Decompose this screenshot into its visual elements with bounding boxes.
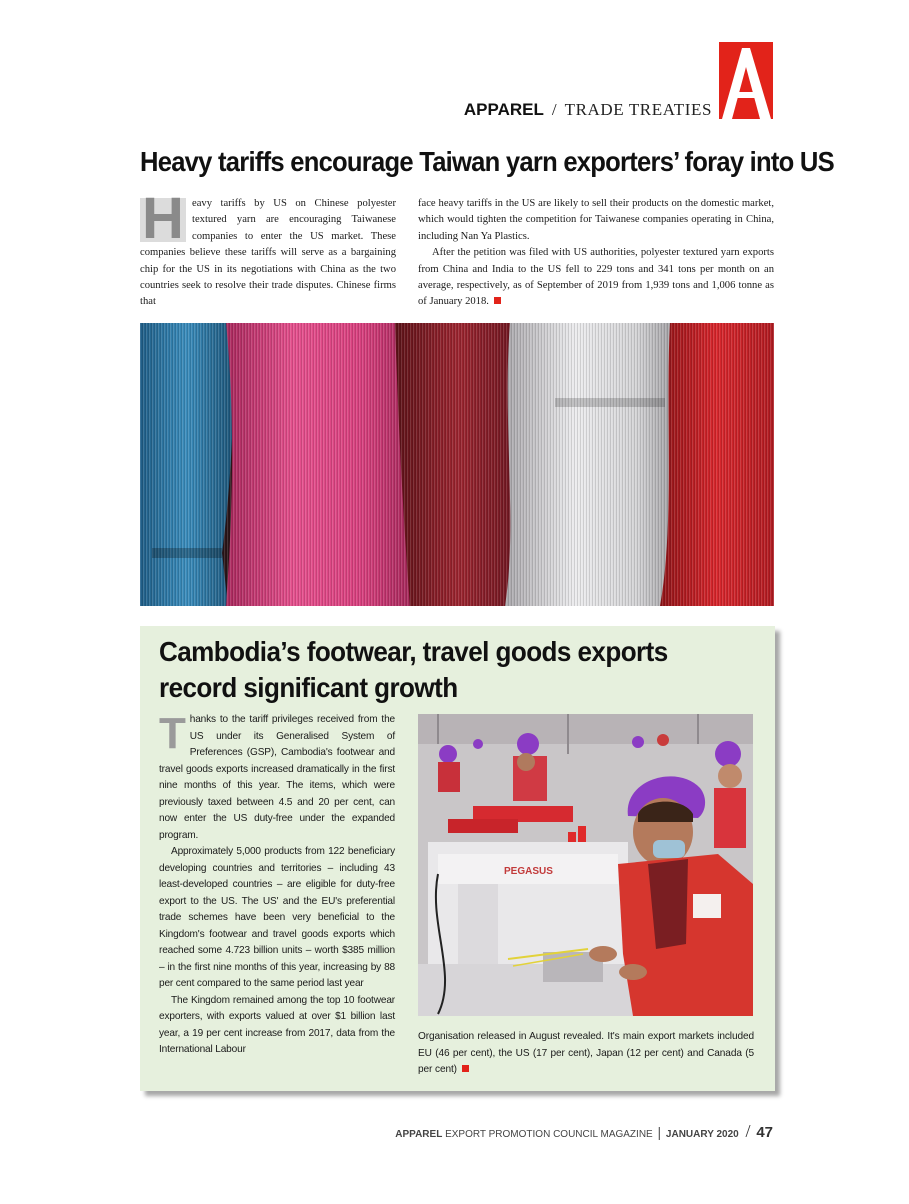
logo-letter-a-icon bbox=[719, 42, 773, 119]
page-footer bbox=[380, 1121, 773, 1142]
article1-col2-para1: face heavy tariffs in the US are likely to sell their products on the domestic market, which would tighten the competition for Taiwanese companies operating in China, including Nan Ya Plastics. bbox=[418, 198, 774, 242]
article1-col1-text: eavy tariffs by US on Chinese polyester textured yarn are encouraging Taiwanese companies to enter the US market. These companies believe these tariffs will serve as a bargaining chip for the US in its negotiations with China as the two countries seek to resolve their trade disputes. Chinese firms that bbox=[140, 198, 396, 308]
article2-para1 bbox=[159, 709, 395, 844]
footer-brand: APPAREL bbox=[395, 1129, 443, 1140]
article1-dropcap-letter: H bbox=[142, 186, 184, 251]
footer-issue-date: JANUARY 2020 bbox=[665, 1129, 739, 1140]
subsection-label: TRADE TREATIES bbox=[564, 100, 712, 119]
footer-slash: / bbox=[745, 1121, 751, 1141]
article1-col2-para2 bbox=[418, 245, 774, 311]
factory-image bbox=[418, 714, 753, 1016]
end-mark-icon bbox=[494, 297, 501, 304]
page-number: 47 bbox=[756, 1124, 773, 1141]
yarn-image bbox=[140, 323, 774, 606]
article2-para3: The Kingdom remained among the top 10 footwear exporters, with exports valued at over $1 billion last year, a 19 per cent increase from 2017, data from the International Labour bbox=[159, 994, 395, 1055]
article2-dropcap: T bbox=[159, 709, 186, 758]
article1-headline: Heavy tariffs encourage Taiwan yarn exporters’ foray into US bbox=[140, 146, 834, 177]
caption-text: Organisation released in August revealed. It's main export markets included EU (46 per cent), the US (17 per cent), Japan (12 per cent) and Canada (5 per cent) bbox=[418, 1031, 754, 1075]
article1-dropcap bbox=[140, 186, 186, 251]
garment-factory-photo bbox=[418, 714, 753, 1016]
machine-brand-label: PEGASUS bbox=[504, 866, 553, 877]
article2-para2: Approximately 5,000 products from 122 beneficiary developing countries and territories – including 43 least-developed countries – are eligible for duty-free export to the US. The US' and the EU's preferential trade schemes have been very beneficial to the Kingdom's footwear and travel goods exports which reached some 4.723 billion units – worth $385 million – in the first nine months of this year, increasing by 88 per cent compared to the same period last year bbox=[159, 846, 395, 989]
article2-text-column bbox=[159, 709, 395, 1059]
article1-column1 bbox=[140, 186, 396, 311]
article2-para1-text: hanks to the tariff privileges received from the US under its Generalised System of Preferences (GSP), Cambodia's footwear and travel goods exports increased dramatically in the first nine months of this year. The items, which were previously taxed between 4.5 and 20 per cent, can now enter the US duty-free under the expanded program. bbox=[159, 714, 395, 841]
footer-publication: EXPORT PROMOTION COUNCIL MAGAZINE bbox=[445, 1129, 653, 1140]
caption-paragraph bbox=[418, 1029, 754, 1079]
section-heading bbox=[420, 100, 712, 120]
article2-headline: Cambodia’s footwear, travel goods exports record significant growth bbox=[159, 636, 668, 703]
section-label: APPAREL bbox=[463, 100, 544, 119]
footer-separator: | bbox=[657, 1124, 662, 1140]
article1-col2-para2-text: After the petition was filed with US authorities, polyester textured yarn exports from China and India to the US fell to 229 tons and 341 tons per month on an average, respectively, as of September of 2019 from 1,939 tons and 1,006 tonne as of January 2018. bbox=[418, 247, 774, 308]
magazine-logo bbox=[719, 42, 773, 119]
section-divider: / bbox=[551, 100, 557, 119]
yarn-skeins-photo bbox=[140, 323, 774, 606]
end-mark-icon bbox=[462, 1065, 469, 1072]
article1-column2 bbox=[418, 196, 774, 311]
photo-caption bbox=[418, 1029, 754, 1079]
